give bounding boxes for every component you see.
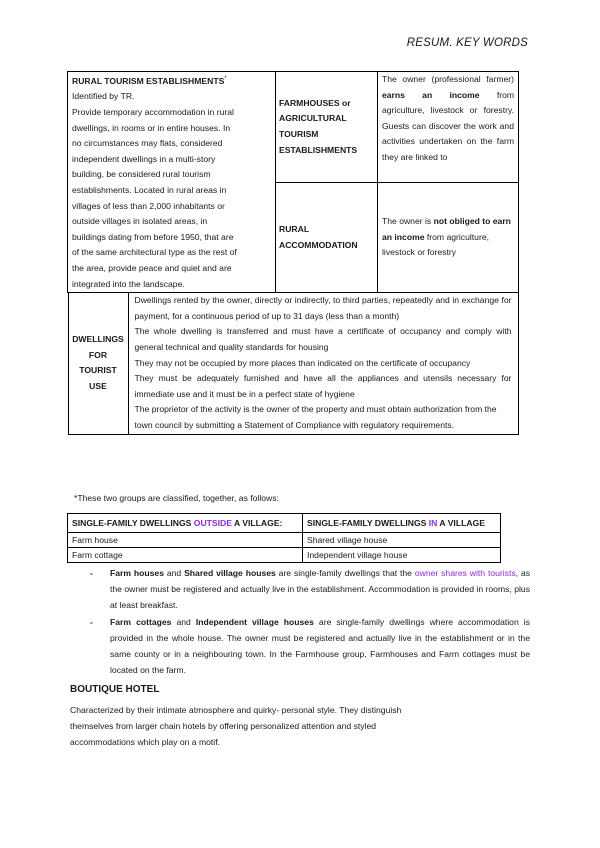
rural-line: establishments. Located in rural areas in xyxy=(72,185,227,196)
table-cell: Shared village house xyxy=(303,533,501,548)
dwellings-line: Dwellings rented by the owner, directly or indirectly, to third parties, repeatedly and in exchange for payment, for a continuous period of up to 31 days (less than a month) xyxy=(134,295,512,321)
establishments-table xyxy=(67,71,519,435)
rural-line: dwellings, in rooms or in entire houses. In xyxy=(72,122,231,133)
table-cell: Farm cottage xyxy=(68,548,303,563)
rural-line: independent dwellings in a multi-story xyxy=(72,153,216,164)
rural-accommodation-label: RURAL ACCOMMODATION xyxy=(276,183,378,293)
boutique-line: Characterized by their intimate atmosphere and quirky- personal style. They distinguish xyxy=(70,705,402,715)
dwellings-label: DWELLINGS FOR TOURIST USE xyxy=(68,293,128,434)
header-outside-village: SINGLE-FAMILY DWELLINGS OUTSIDE A VILLAGE: xyxy=(68,514,303,533)
dwellings-description xyxy=(128,293,518,434)
dwellings-line: They must be adequately furnished and have all the appliances and utensils necessary for immediate use and it must be in a perfect state of hygiene xyxy=(134,373,512,399)
rural-line: of the same architectural type as the rest of xyxy=(72,247,237,258)
boutique-hotel-text xyxy=(70,702,450,750)
page-header-title: RESUM. KEY WORDS xyxy=(406,37,528,49)
dash-bullet-icon: - xyxy=(90,617,93,627)
dwellings-line: The whole dwelling is transferred and must have a certificate of occupancy and comply with general technical and quality standards for housing xyxy=(134,326,512,352)
list-item: - Farm houses and Shared village houses are single-family dwellings that the owner shares with tourists, as the owner must be registered and actually live in the establishment. Accommodation is provided in rooms, plus at least breakfast. xyxy=(90,565,530,613)
header-in-village: SINGLE-FAMILY DWELLINGS IN A VILLAGE xyxy=(303,514,501,533)
boutique-line: accommodations which play on a motif. xyxy=(70,737,220,747)
table-cell: Farm house xyxy=(68,533,303,548)
dwellings-classification-table xyxy=(67,513,501,563)
rural-tourism-cell xyxy=(68,72,276,293)
boutique-hotel-heading: BOUTIQUE HOTEL xyxy=(70,684,160,695)
rural-line: outside villages in isolated areas, in xyxy=(72,216,208,227)
boutique-line: themselves from larger chain hotels by offering personalized attention and styled xyxy=(70,721,377,731)
rural-tourism-title: RURAL TOURISM ESTABLISHMENTS xyxy=(72,75,225,86)
dwellings-line: They may not be occupied by more places than indicated on the certificate of occupancy xyxy=(134,357,471,368)
rural-line: the area, provide peace and quiet and are xyxy=(72,262,232,273)
farmhouses-description: The owner (professional farmer) earns an income from agriculture, livestock or forestry. Guests can discover the work and activities undertaken on the farm they are linked to xyxy=(378,72,519,183)
dash-bullet-icon: - xyxy=(90,568,93,578)
farmhouses-label: FARMHOUSES or AGRICULTURAL TOURISM ESTABLISHMENTS xyxy=(276,72,378,183)
bullet-list xyxy=(90,565,530,678)
list-item: - Farm cottages and Independent village houses are single-family dwellings where accommodation is provided in the whole house. The owner must be registered and actually live in the establishment or in the same county or in a neighbouring town. In the Farmhouse group, Farmhouses and Farm cottages must be located on the farm. xyxy=(90,614,530,678)
rural-line: building, be considered rural tourism xyxy=(72,169,211,180)
dwellings-line: The proprietor of the activity is the owner of the property and must obtain authorization from the town council by submitting a Statement of Compliance with regulatory requirements. xyxy=(134,404,497,430)
rural-tourism-note-mark: * xyxy=(224,76,227,82)
rural-line: Provide temporary accommodation in rural xyxy=(72,107,234,118)
table-cell: Independent village house xyxy=(303,548,501,563)
rural-line: no circumstances may flats, considered xyxy=(72,138,223,149)
rural-line: villages of less than 2,000 inhabitants or xyxy=(72,200,225,211)
rural-line: integrated into the landscape. xyxy=(72,278,185,289)
classification-note: *These two groups are classified, together, as follows: xyxy=(74,493,279,503)
rural-line: Identified by TR. xyxy=(72,91,135,102)
rural-line: buildings dating from before 1950, that are xyxy=(72,231,234,242)
rural-accommodation-description: The owner is not obliged to earn an income from agriculture, livestock or forestry xyxy=(378,183,519,293)
